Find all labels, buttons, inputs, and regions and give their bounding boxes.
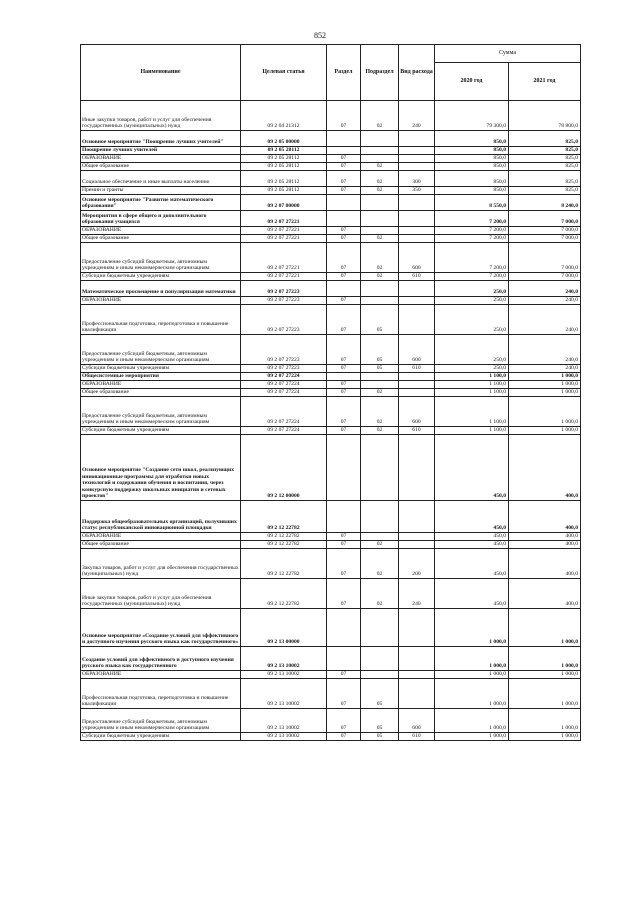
row-expense-type-cell [399,373,435,381]
row-subsection-cell [361,501,399,533]
row-target-code-cell: 09 2 05 28112 [241,163,327,171]
row-section-cell: 07 [327,171,361,187]
row-subsection-cell [361,131,399,147]
row-subsection-cell [361,211,399,227]
row-target-code-cell: 09 2 12 22782 [241,533,327,541]
row-section-cell: 07 [327,579,361,609]
row-section-cell [327,435,361,501]
row-name-cell: Основное мероприятие "Поощрение лучших учителей" [81,131,241,147]
table-row [81,435,581,501]
row-sum-2020-cell: 250,0 [435,297,509,305]
table-row [81,211,581,227]
row-name-cell: Субсидии бюджетным учреждениям [81,733,241,741]
row-target-code-cell: 09 2 07 27223 [241,281,327,297]
row-sum-2021-cell: 240,0 [509,281,581,297]
header-year-2020: 2020 год [435,63,509,101]
row-name-cell: Предоставление субсидий бюджетным, автономным учреждениям и иным некоммерческим организациям [81,397,241,427]
row-sum-2021-cell: 1 000,0 [509,609,581,647]
header-section: Раздел [327,45,361,101]
table-row [81,281,581,297]
row-subsection-cell [361,647,399,671]
row-section-cell: 07 [327,389,361,397]
budget-table [80,44,581,741]
row-target-code-cell: 09 2 12 22782 [241,549,327,579]
row-section-cell: 07 [327,709,361,733]
row-expense-type-cell: 610 [399,273,435,281]
row-section-cell [327,647,361,671]
row-sum-2020-cell: 850,0 [435,171,509,187]
row-sum-2021-cell: 1 000,0 [509,679,581,709]
row-target-code-cell: 09 2 07 27221 [241,211,327,227]
row-sum-2020-cell: 450,0 [435,533,509,541]
table-row [81,131,581,147]
header-year-2021: 2021 год [509,63,581,101]
header-expense-type: Вид расхода [399,45,435,101]
table-row [81,709,581,733]
row-section-cell: 07 [327,335,361,365]
row-name-cell: Основное мероприятие «Создание условий для эффективного и доступного изучения русского языка как государственного» [81,609,241,647]
table-row [81,305,581,335]
row-sum-2021-cell: 78 800,0 [509,101,581,131]
row-subsection-cell [361,373,399,381]
row-sum-2020-cell: 8 550,0 [435,195,509,211]
row-name-cell: Субсидии бюджетным учреждениям [81,365,241,373]
row-name-cell: ОБРАЗОВАНИЕ [81,533,241,541]
row-target-code-cell: 09 2 05 00000 [241,131,327,147]
row-sum-2020-cell: 850,0 [435,147,509,155]
table-row [81,501,581,533]
row-section-cell [327,373,361,381]
row-subsection-cell: 02 [361,273,399,281]
row-sum-2020-cell: 1 100,0 [435,373,509,381]
row-subsection-cell: 05 [361,305,399,335]
row-section-cell: 07 [327,733,361,741]
row-sum-2021-cell: 400,0 [509,541,581,549]
row-name-cell: Создание условий для эффективного и доступного изучения русского языка как государственного [81,647,241,671]
row-sum-2020-cell: 250,0 [435,305,509,335]
row-name-cell: Общесистемные мероприятия [81,373,241,381]
row-sum-2020-cell: 250,0 [435,365,509,373]
row-expense-type-cell [399,297,435,305]
table-row [81,335,581,365]
table-row [81,389,581,397]
row-section-cell: 07 [327,305,361,335]
row-name-cell: Субсидии бюджетным учреждениям [81,427,241,435]
row-sum-2020-cell: 1 000,0 [435,733,509,741]
row-target-code-cell: 09 2 07 27224 [241,373,327,381]
row-sum-2020-cell: 7 200,0 [435,235,509,243]
row-target-code-cell: 09 2 07 27221 [241,227,327,235]
row-subsection-cell: 02 [361,579,399,609]
row-name-cell: Премии и гранты [81,187,241,195]
row-sum-2021-cell: 825,0 [509,163,581,171]
table-row [81,381,581,389]
row-sum-2021-cell: 825,0 [509,147,581,155]
row-expense-type-cell [399,501,435,533]
row-sum-2021-cell: 240,0 [509,305,581,335]
row-sum-2021-cell: 1 000,0 [509,389,581,397]
row-name-cell: Мероприятия в сфере общего и дополнительного образования учащихся [81,211,241,227]
header-name: Наименование [81,45,241,101]
row-sum-2020-cell: 1 000,0 [435,609,509,647]
row-subsection-cell [361,147,399,155]
row-expense-type-cell [399,305,435,335]
row-section-cell: 07 [327,533,361,541]
row-subsection-cell: 02 [361,427,399,435]
row-expense-type-cell [399,435,435,501]
row-expense-type-cell [399,211,435,227]
row-name-cell: Основное мероприятие "Развитие математического образования" [81,195,241,211]
row-subsection-cell [361,227,399,235]
row-expense-type-cell: 600 [399,709,435,733]
row-name-cell: Социальное обеспечение и иные выплаты населению [81,171,241,187]
row-expense-type-cell [399,281,435,297]
row-sum-2021-cell: 1 000,0 [509,647,581,671]
row-section-cell: 07 [327,427,361,435]
row-target-code-cell: 09 2 07 27224 [241,381,327,389]
row-name-cell: Общее образование [81,389,241,397]
row-target-code-cell: 09 2 07 27221 [241,243,327,273]
header-target: Целевая статья [241,45,327,101]
row-name-cell: Профессиональная подготовка, переподготовка и повышение квалификации [81,679,241,709]
table-row [81,671,581,679]
row-section-cell [327,195,361,211]
row-subsection-cell [361,671,399,679]
table-row [81,273,581,281]
row-section-cell: 07 [327,365,361,373]
table-row [81,297,581,305]
table-row [81,227,581,235]
row-expense-type-cell: 600 [399,243,435,273]
row-expense-type-cell [399,381,435,389]
row-section-cell: 07 [327,227,361,235]
row-subsection-cell [361,281,399,297]
row-section-cell [327,609,361,647]
row-sum-2020-cell: 250,0 [435,335,509,365]
row-target-code-cell: 09 2 05 28112 [241,147,327,155]
row-name-cell: Предоставление субсидий бюджетным, автономным учреждениям и иным некоммерческим организациям [81,243,241,273]
row-sum-2020-cell: 1 000,0 [435,679,509,709]
row-sum-2020-cell: 1 000,0 [435,647,509,671]
table-row [81,733,581,741]
row-sum-2021-cell: 240,0 [509,335,581,365]
row-name-cell: Закупка товаров, работ и услуг для обеспечения государственных (муниципальных) нужд [81,549,241,579]
table-row [81,679,581,709]
row-subsection-cell: 02 [361,171,399,187]
row-sum-2021-cell: 1 000,0 [509,427,581,435]
row-subsection-cell: 02 [361,541,399,549]
row-target-code-cell: 09 2 13 10002 [241,671,327,679]
row-section-cell: 07 [327,243,361,273]
row-target-code-cell: 09 2 07 27221 [241,273,327,281]
page-number: 852 [314,31,326,40]
row-sum-2021-cell: 7 000,0 [509,235,581,243]
row-sum-2021-cell: 825,0 [509,155,581,163]
table-row [81,365,581,373]
row-name-cell: Общее образование [81,541,241,549]
row-sum-2021-cell: 400,0 [509,579,581,609]
row-name-cell: Субсидии бюджетным учреждениям [81,273,241,281]
header-subsection: Подраздел [361,45,399,101]
row-sum-2021-cell: 400,0 [509,533,581,541]
row-sum-2021-cell: 7 000,0 [509,273,581,281]
table-row [81,579,581,609]
row-expense-type-cell [399,647,435,671]
row-name-cell: Поддержка общеобразовательных организаций, получивших статус республиканской инновационной площадки [81,501,241,533]
row-expense-type-cell: 600 [399,397,435,427]
row-sum-2021-cell: 1 000,0 [509,671,581,679]
row-name-cell: Математическое просвещение и популяризация математики [81,281,241,297]
table-row [81,171,581,187]
table-row [81,163,581,171]
row-sum-2021-cell: 400,0 [509,501,581,533]
table-row [81,549,581,579]
row-sum-2021-cell: 400,0 [509,549,581,579]
row-expense-type-cell [399,235,435,243]
row-name-cell: ОБРАЗОВАНИЕ [81,297,241,305]
row-subsection-cell [361,297,399,305]
row-subsection-cell [361,155,399,163]
row-sum-2021-cell: 240,0 [509,365,581,373]
row-sum-2021-cell: 1 000,0 [509,397,581,427]
row-target-code-cell: 09 2 04 21312 [241,101,327,131]
row-target-code-cell: 09 2 13 10002 [241,679,327,709]
row-expense-type-cell [399,163,435,171]
row-section-cell [327,281,361,297]
row-subsection-cell: 02 [361,187,399,195]
row-expense-type-cell [399,533,435,541]
row-subsection-cell: 02 [361,235,399,243]
row-name-cell: Основное мероприятие "Создание сети школ, реализующих инновационные программы для отработки новых технологий и содержания обучения и воспитания, через конкурсную поддержку школьных инициатив и сетевых проектов" [81,435,241,501]
row-name-cell: ОБРАЗОВАНИЕ [81,227,241,235]
row-target-code-cell: 09 2 07 27223 [241,305,327,335]
row-name-cell: ОБРАЗОВАНИЕ [81,381,241,389]
row-name-cell: ОБРАЗОВАНИЕ [81,155,241,163]
row-expense-type-cell: 200 [399,549,435,579]
row-name-cell: Профессиональная подготовка, переподготовка и повышение квалификации [81,305,241,335]
row-subsection-cell: 05 [361,365,399,373]
row-expense-type-cell: 240 [399,101,435,131]
row-name-cell: Поощрение лучших учителей [81,147,241,155]
row-target-code-cell: 09 2 05 28112 [241,171,327,187]
row-sum-2020-cell: 7 200,0 [435,243,509,273]
row-sum-2020-cell: 850,0 [435,163,509,171]
table-body [81,101,581,741]
row-expense-type-cell [399,155,435,163]
row-expense-type-cell [399,389,435,397]
row-subsection-cell [361,609,399,647]
row-target-code-cell: 09 2 13 10002 [241,733,327,741]
row-sum-2020-cell: 450,0 [435,435,509,501]
row-subsection-cell [361,435,399,501]
row-target-code-cell: 09 2 07 27224 [241,427,327,435]
row-sum-2021-cell: 825,0 [509,131,581,147]
row-target-code-cell: 09 2 05 28112 [241,187,327,195]
row-sum-2020-cell: 1 100,0 [435,397,509,427]
row-expense-type-cell [399,671,435,679]
header-sum: Сумма [435,45,581,63]
row-section-cell [327,211,361,227]
row-sum-2021-cell: 1 000,0 [509,733,581,741]
row-sum-2021-cell: 1 000,0 [509,709,581,733]
row-expense-type-cell: 610 [399,427,435,435]
table-row [81,235,581,243]
table-row [81,243,581,273]
row-sum-2021-cell: 1 000,0 [509,381,581,389]
row-target-code-cell: 09 2 07 27224 [241,389,327,397]
row-subsection-cell: 05 [361,679,399,709]
row-section-cell [327,131,361,147]
row-sum-2020-cell: 850,0 [435,155,509,163]
row-target-code-cell: 09 2 13 10002 [241,709,327,733]
row-expense-type-cell: 300 [399,171,435,187]
row-section-cell: 07 [327,235,361,243]
row-sum-2021-cell: 825,0 [509,171,581,187]
row-subsection-cell: 05 [361,709,399,733]
row-target-code-cell: 09 2 07 00000 [241,195,327,211]
row-subsection-cell [361,381,399,389]
table-row [81,397,581,427]
row-target-code-cell: 09 2 07 27223 [241,365,327,373]
row-sum-2020-cell: 450,0 [435,541,509,549]
row-expense-type-cell: 350 [399,187,435,195]
row-sum-2021-cell: 400,0 [509,435,581,501]
row-expense-type-cell: 610 [399,365,435,373]
row-section-cell: 07 [327,187,361,195]
row-name-cell: Иные закупки товаров, работ и услуг для обеспечения государственных (муниципальных) нужд [81,579,241,609]
row-name-cell: Предоставление субсидий бюджетным, автономным учреждениям и иным некоммерческим организациям [81,709,241,733]
table-row [81,195,581,211]
row-section-cell: 07 [327,549,361,579]
row-sum-2020-cell: 450,0 [435,579,509,609]
row-target-code-cell: 09 2 05 28112 [241,155,327,163]
table-row [81,155,581,163]
row-expense-type-cell: 610 [399,733,435,741]
row-expense-type-cell [399,227,435,235]
row-expense-type-cell [399,679,435,709]
table-row [81,533,581,541]
row-subsection-cell: 02 [361,163,399,171]
row-section-cell: 07 [327,297,361,305]
table-row [81,147,581,155]
row-subsection-cell [361,533,399,541]
row-sum-2020-cell: 7 200,0 [435,273,509,281]
row-sum-2020-cell: 450,0 [435,549,509,579]
table-row [81,373,581,381]
row-sum-2020-cell: 850,0 [435,187,509,195]
row-sum-2021-cell: 7 000,0 [509,211,581,227]
row-sum-2020-cell: 1 100,0 [435,389,509,397]
table-row [81,541,581,549]
row-target-code-cell: 09 2 12 22782 [241,579,327,609]
row-sum-2020-cell: 7 200,0 [435,211,509,227]
row-subsection-cell [361,195,399,211]
row-sum-2020-cell: 1 000,0 [435,671,509,679]
row-expense-type-cell [399,195,435,211]
row-name-cell: Предоставление субсидий бюджетным, автономным учреждениям и иным некоммерческим организациям [81,335,241,365]
table-row [81,187,581,195]
row-sum-2021-cell: 825,0 [509,187,581,195]
row-target-code-cell: 09 2 07 27223 [241,335,327,365]
row-sum-2021-cell: 7 000,0 [509,243,581,273]
row-section-cell: 07 [327,101,361,131]
row-section-cell: 07 [327,679,361,709]
row-sum-2021-cell: 240,0 [509,297,581,305]
row-subsection-cell: 05 [361,733,399,741]
row-section-cell: 07 [327,671,361,679]
row-subsection-cell: 05 [361,335,399,365]
row-subsection-cell: 02 [361,101,399,131]
row-name-cell: ОБРАЗОВАНИЕ [81,671,241,679]
row-target-code-cell: 09 2 07 27224 [241,397,327,427]
row-section-cell: 07 [327,163,361,171]
row-target-code-cell: 09 2 13 00000 [241,609,327,647]
row-section-cell: 07 [327,381,361,389]
row-expense-type-cell [399,147,435,155]
row-section-cell: 07 [327,155,361,163]
row-section-cell: 07 [327,541,361,549]
table-row [81,101,581,131]
row-target-code-cell: 09 2 07 27221 [241,235,327,243]
row-expense-type-cell [399,541,435,549]
row-sum-2020-cell: 1 100,0 [435,427,509,435]
row-sum-2020-cell: 1 100,0 [435,381,509,389]
row-expense-type-cell [399,609,435,647]
row-name-cell: Общее образование [81,235,241,243]
table-row [81,609,581,647]
row-sum-2020-cell: 450,0 [435,501,509,533]
row-section-cell [327,147,361,155]
row-target-code-cell: 09 2 13 10002 [241,647,327,671]
row-target-code-cell: 09 2 07 27223 [241,297,327,305]
row-expense-type-cell: 240 [399,579,435,609]
row-expense-type-cell [399,131,435,147]
row-sum-2021-cell: 7 000,0 [509,227,581,235]
row-expense-type-cell: 600 [399,335,435,365]
table-row [81,647,581,671]
row-sum-2020-cell: 7 200,0 [435,227,509,235]
row-subsection-cell: 02 [361,397,399,427]
row-sum-2020-cell: 79 300,0 [435,101,509,131]
row-sum-2020-cell: 850,0 [435,131,509,147]
row-name-cell: Общее образование [81,163,241,171]
row-sum-2021-cell: 1 000,0 [509,373,581,381]
row-subsection-cell: 02 [361,243,399,273]
row-subsection-cell: 02 [361,389,399,397]
row-sum-2020-cell: 1 000,0 [435,709,509,733]
row-subsection-cell: 02 [361,549,399,579]
row-section-cell: 07 [327,273,361,281]
row-target-code-cell: 09 2 12 22782 [241,501,327,533]
row-target-code-cell: 09 2 12 00000 [241,435,327,501]
row-sum-2020-cell: 250,0 [435,281,509,297]
table-row [81,427,581,435]
row-name-cell: Иные закупки товаров, работ и услуг для обеспечения государственных (муниципальных) нужд [81,101,241,131]
row-target-code-cell: 09 2 12 22782 [241,541,327,549]
row-section-cell [327,501,361,533]
row-sum-2021-cell: 8 240,0 [509,195,581,211]
row-section-cell: 07 [327,397,361,427]
